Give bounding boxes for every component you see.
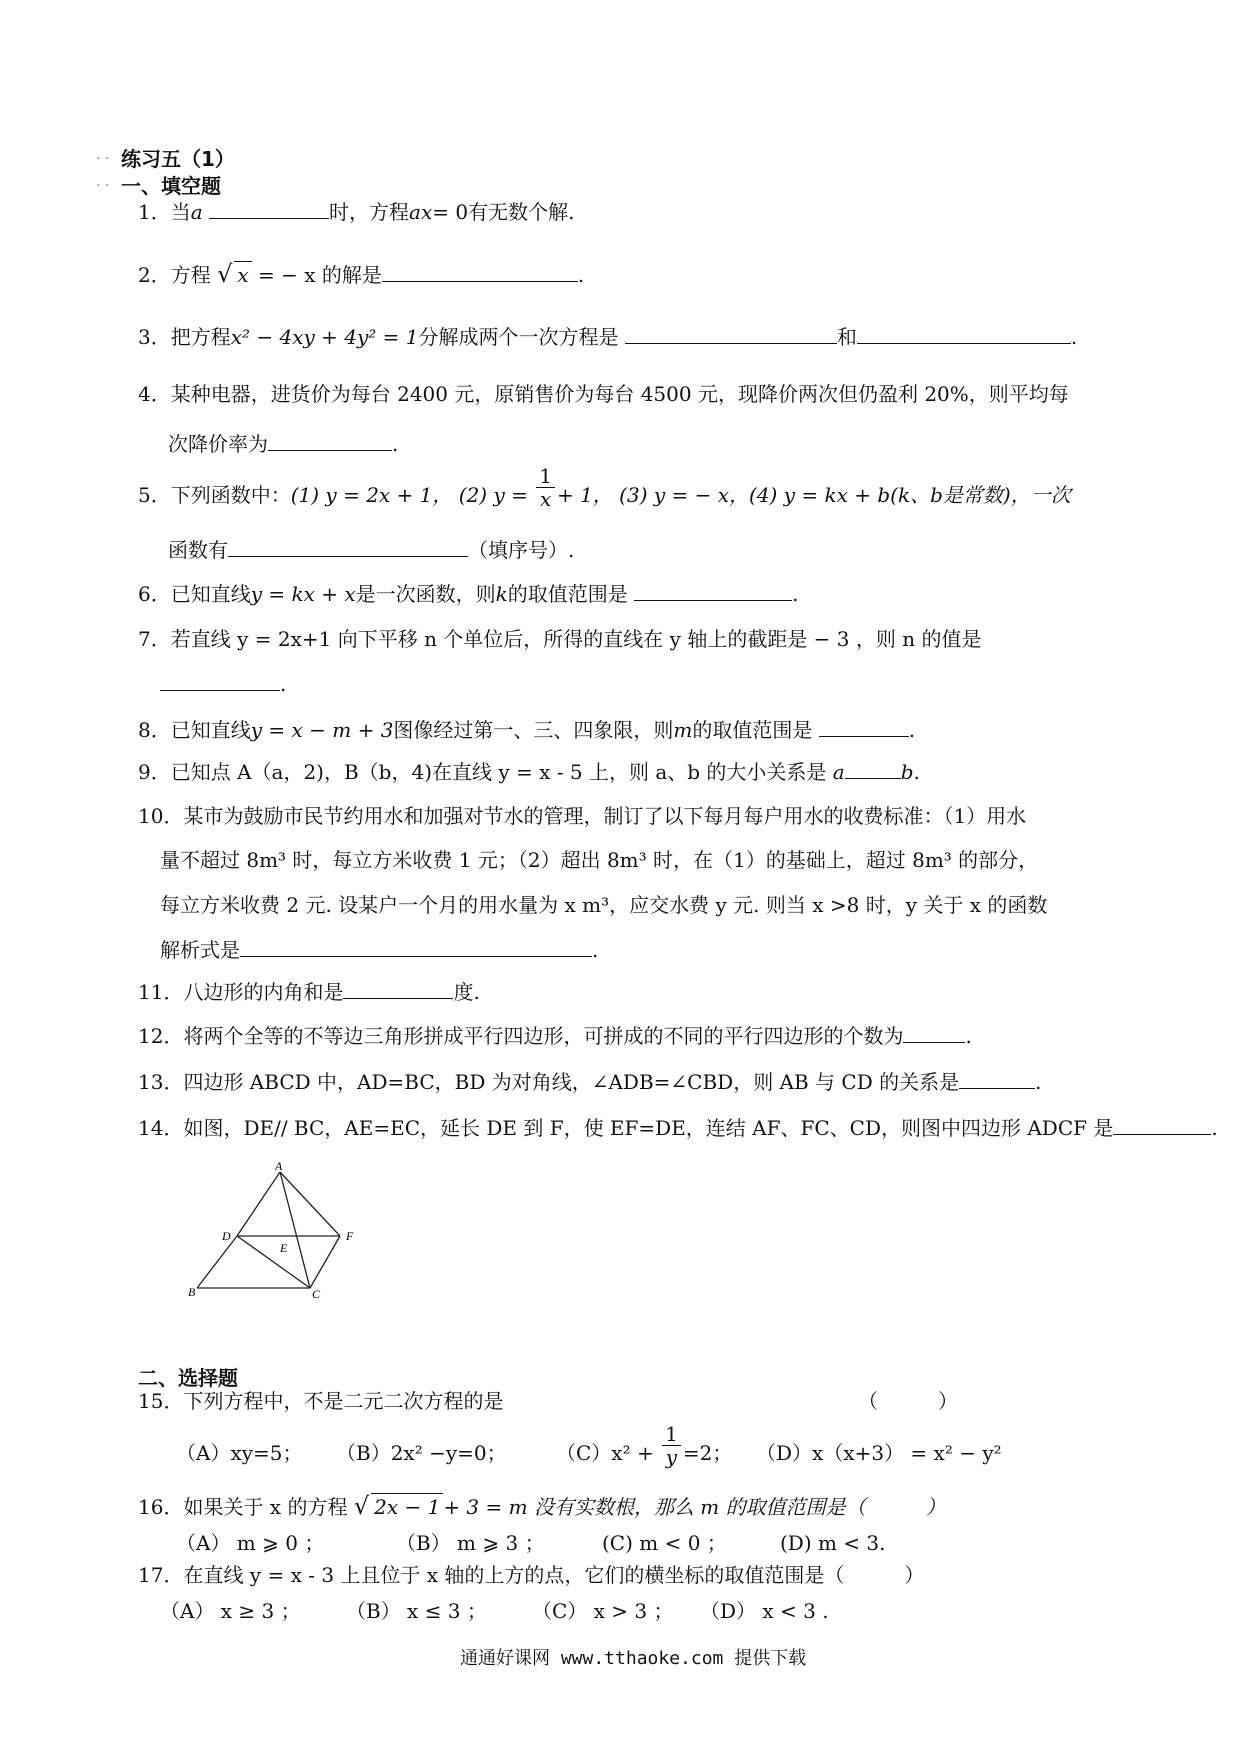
margin-dots: . . — [96, 147, 110, 163]
question-2: 2．方程 √ x = − x 的解是 . — [138, 260, 585, 288]
question-10-line3: 每立方米收费 2 元. 设某户一个月的用水量为 x m³，应交水费 y 元. 则当 x >8 时，y 关于 x 的函数 — [160, 893, 1048, 917]
option-16B[interactable]: （B） m ⩾ 3 ； — [396, 1531, 545, 1555]
answer-blank[interactable] — [228, 536, 468, 557]
question-8: 8．已知直线y = x − m + 3图像经过第一、三、四象限，则m的取值范围是 . — [138, 718, 916, 742]
answer-blank[interactable] — [625, 323, 837, 344]
answer-blank[interactable] — [819, 716, 909, 737]
answer-blank[interactable] — [382, 261, 578, 282]
question-13: 13．四边形 ABCD 中，AD=BC，BD 为对角线，∠ADB=∠CBD，则 AB 与 CD 的关系是 . — [138, 1070, 1042, 1094]
option-15A[interactable]: （A）xy=5； — [176, 1441, 303, 1465]
geometry-figure — [170, 1160, 370, 1300]
option-15D[interactable]: （D）x（x+3） = x² − y² — [756, 1441, 1002, 1465]
option-16D[interactable]: (D) m < 3. — [780, 1531, 886, 1555]
question-3: 3．把方程x² − 4xy + 4y² = 1分解成两个一次方程是 和 . — [138, 325, 1078, 349]
question-10-line2: 量不超过 8m³ 时，每立方米收费 1 元；（2）超出 8m³ 时，在（1）的基础上，超过 8m³ 的部分， — [160, 848, 1039, 872]
option-17D[interactable]: （D） x < 3 . — [700, 1599, 829, 1623]
question-9: 9．已知点 A（a，2)，B（b，4)在直线 y = x - 5 上，则 a、b 的大小关系是 a b. — [138, 760, 920, 784]
answer-blank[interactable] — [160, 670, 280, 691]
question-6: 6．已知直线y = kx + x是一次函数，则k的取值范围是 . — [138, 582, 799, 606]
question-12: 12．将两个全等的不等边三角形拼成平行四边形，可拼成的不同的平行四边形的个数为 . — [138, 1024, 972, 1048]
question-4-cont: 次降价率为 . — [168, 432, 399, 456]
question-5-cont: 函数有 （填序号）. — [168, 538, 575, 562]
section-fill-blank: 一、填空题 — [121, 174, 221, 198]
label-E: E — [280, 1241, 288, 1255]
exercise-title: 练习五（1） — [121, 147, 235, 171]
question-17: 17．在直线 y = x - 3 上且位于 x 轴的上方的点，它们的横坐标的取值范围是（ ） — [138, 1563, 925, 1587]
question-7-cont: . — [160, 670, 286, 697]
question-16: 16．如果关于 x 的方程 √ 2x − 1 + 3 = m 没有实数根，那么 m 的取值范围是（ ） — [138, 1492, 946, 1520]
answer-paren[interactable]: （ ） — [858, 1389, 958, 1413]
segment-DB — [197, 1236, 237, 1288]
question-7: 7．若直线 y = 2x+1 向下平移 n 个单位后，所得的直线在 y 轴上的截距是 − 3 ，则 n 的值是 — [138, 627, 982, 651]
answer-blank[interactable] — [343, 978, 453, 999]
option-15B[interactable]: （B）2x² −y=0； — [336, 1441, 507, 1465]
answer-blank[interactable] — [857, 323, 1071, 344]
segment-AD — [237, 1172, 280, 1236]
answer-blank[interactable] — [845, 758, 901, 779]
option-16C[interactable]: (C) m < 0 ； — [602, 1531, 727, 1555]
question-15: 15．下列方程中，不是二元二次方程的是 — [138, 1389, 504, 1413]
fraction-1-over-x: $\frac{1}{x}$ — [536, 465, 555, 510]
question-14: 14．如图，DE// BC，AE=EC，延长 DE 到 F，使 EF=DE，连结 AF、FC、CD，则图中四边形 ADCF 是 . — [138, 1116, 1218, 1140]
answer-blank[interactable] — [1113, 1114, 1211, 1135]
segment-FC — [310, 1236, 340, 1288]
label-A: A — [275, 1160, 283, 1173]
answer-blank[interactable] — [959, 1068, 1035, 1089]
question-10-line4: 解析式是 . — [160, 938, 599, 962]
segment-AF — [280, 1172, 340, 1236]
option-17C[interactable]: （C） x > 3 ； — [532, 1599, 674, 1623]
option-17B[interactable]: （B） x ≤ 3 ； — [346, 1599, 487, 1623]
option-17A[interactable]: （A） x ≥ 3 ； — [160, 1599, 301, 1623]
section-multiple-choice: 二、选择题 — [138, 1366, 238, 1390]
option-15C[interactable]: （C）x² + $\frac{1}{y}$ =2； — [556, 1422, 733, 1469]
answer-blank[interactable] — [903, 1022, 965, 1043]
fraction-1-over-y: $\frac{1}{y}$ — [662, 1423, 681, 1468]
answer-blank[interactable] — [209, 198, 329, 219]
answer-blank[interactable] — [240, 936, 592, 957]
margin-dots: . . — [96, 174, 110, 190]
answer-blank[interactable] — [268, 430, 392, 451]
answer-blank[interactable] — [634, 580, 792, 601]
label-D: D — [222, 1229, 231, 1243]
label-C: C — [312, 1287, 321, 1300]
question-4: 4．某种电器，进货价为每台 2400 元，原销售价为每台 4500 元，现降价两次但仍盈利 20%，则平均每 — [138, 382, 1069, 406]
question-10: 10．某市为鼓励市民节约用水和加强对节水的管理，制订了以下每月每户用水的收费标准：（1）用水 — [138, 804, 1027, 828]
label-B: B — [188, 1285, 196, 1299]
question-11: 11．八边形的内角和是 度. — [138, 980, 480, 1004]
question-5: 5．下列函数中：(1) y = 2x + 1， (2) y = $\frac{1}{x}$ + 1， (3) y = − x，(4) y = kx + b(k、b是常数)，一次 — [138, 464, 1071, 511]
label-F: F — [346, 1229, 354, 1243]
question-1: 1．当a 时，方程ax= 0有无数个解. — [138, 200, 575, 224]
footer-credit: 通通好课网 www.tthaoke.com 提供下载 — [460, 1648, 807, 1669]
option-16A[interactable]: （A） m ⩾ 0 ； — [176, 1531, 325, 1555]
